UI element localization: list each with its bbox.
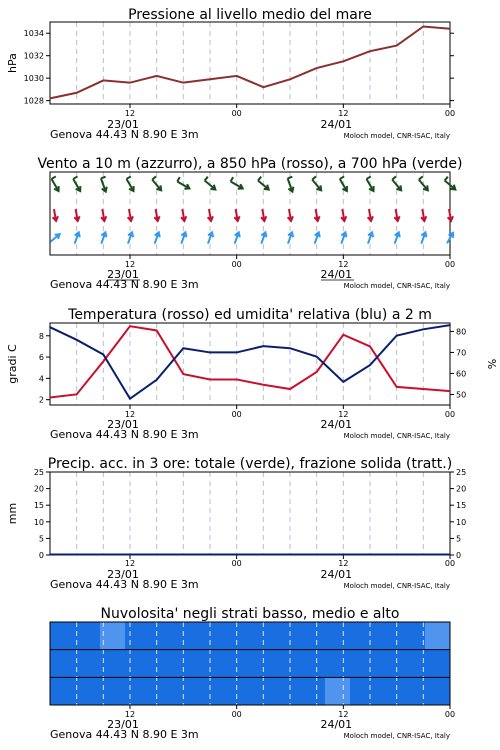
temperature-point xyxy=(289,388,291,390)
wind-arrow xyxy=(315,232,320,243)
pressure-point xyxy=(263,86,265,88)
temperature-point xyxy=(263,384,265,386)
y2-axis-label: % xyxy=(485,358,498,370)
wind-arrow xyxy=(75,232,80,243)
cloud-cell xyxy=(400,650,426,678)
x-tick-label: 12 xyxy=(338,410,349,419)
y-tick-label: 1032 xyxy=(23,51,44,61)
wind-barb xyxy=(127,176,131,179)
wind-arrow xyxy=(208,232,213,243)
y-tick-label: 0 xyxy=(38,551,44,560)
pressure-point xyxy=(49,98,51,100)
wind-barb xyxy=(419,176,423,179)
cloud-cell xyxy=(200,650,226,678)
x-tick-label: 00 xyxy=(444,559,456,568)
cloud-cell xyxy=(175,622,201,650)
humidity-point xyxy=(369,364,371,366)
pressure-point xyxy=(343,61,345,63)
y2-tick-label: 80 xyxy=(456,327,467,337)
y-tick-label: 15 xyxy=(33,501,44,511)
temperature-point xyxy=(209,379,211,381)
temperature-point xyxy=(103,361,105,363)
y-tick-label: 4 xyxy=(38,374,44,384)
plot-frame xyxy=(50,22,450,104)
cloud-cell xyxy=(175,650,201,678)
cloud-cell xyxy=(325,650,351,678)
cloud-cell xyxy=(325,677,351,705)
x-tick-label: 00 xyxy=(231,410,242,419)
humidity-point xyxy=(263,345,265,347)
wind-arrow xyxy=(101,232,106,243)
x-tick-label: 12 xyxy=(124,410,136,419)
pressure-point xyxy=(289,78,291,80)
cloud-cell xyxy=(225,622,251,650)
wind-barb xyxy=(231,177,234,181)
cloud-cell xyxy=(400,677,426,705)
x-tick-label: 12 xyxy=(124,710,136,719)
wind-arrow xyxy=(235,232,240,243)
x-tick-label: 00 xyxy=(444,260,456,269)
panel-title: Precip. acc. in 3 ore: totale (verde), frazione solida (tratt.) xyxy=(47,456,453,472)
x-tick-label: 12 xyxy=(124,109,136,118)
x-date-label: 24/01 xyxy=(320,268,353,281)
wind-arrow xyxy=(53,209,58,221)
wind-arrow xyxy=(127,176,134,191)
temperature-point xyxy=(316,371,318,373)
wind-arrow xyxy=(341,232,346,243)
wind-arrow xyxy=(73,176,80,191)
humidity-point xyxy=(289,347,291,349)
humidity-point xyxy=(423,329,425,331)
wind-arrow xyxy=(261,232,266,243)
cloud-cell xyxy=(50,622,76,650)
x-tick-label: 00 xyxy=(444,710,456,719)
y2-tick-label: 5 xyxy=(456,534,462,544)
cloud-cell xyxy=(200,677,226,705)
wind-arrow xyxy=(181,232,186,243)
pressure-point xyxy=(236,75,238,77)
temperature-point xyxy=(396,386,398,388)
y2-tick-label: 25 xyxy=(456,468,467,477)
cloud-cell xyxy=(150,622,176,650)
location-label: Genova 44.43 N 8.90 E 3m xyxy=(50,128,199,141)
wind-arrow xyxy=(52,176,59,191)
cloud-cell xyxy=(100,677,126,705)
model-label: Moloch model, CNR-ISAC, Italy xyxy=(343,732,450,740)
temperature-point xyxy=(423,388,425,390)
wind-barb xyxy=(340,176,344,179)
model-label: Moloch model, CNR-ISAC, Italy xyxy=(343,582,450,590)
humidity-point xyxy=(49,326,51,328)
location-label: Genova 44.43 N 8.90 E 3m xyxy=(50,578,199,591)
wind-arrow xyxy=(395,232,400,243)
temperature-point xyxy=(449,390,451,392)
wind-arrow xyxy=(340,176,347,191)
cloud-cell xyxy=(250,677,276,705)
humidity-point xyxy=(236,352,238,354)
x-date-label: 24/01 xyxy=(320,568,353,581)
cloud-cell xyxy=(50,677,76,705)
y2-tick-label: 0 xyxy=(456,551,462,560)
pressure-point xyxy=(183,82,185,84)
cloud-cell xyxy=(425,677,451,705)
y-tick-label: 1030 xyxy=(23,74,44,84)
pressure-point xyxy=(129,82,131,84)
humidity-point xyxy=(76,339,78,341)
x-tick-label: 00 xyxy=(231,109,242,118)
x-date-label: 23/01 xyxy=(107,568,139,581)
cloud-cell xyxy=(75,677,101,705)
model-label: Moloch model, CNR-ISAC, Italy xyxy=(343,282,450,290)
cloud-cell xyxy=(425,622,451,650)
x-date-label: 24/01 xyxy=(320,718,353,731)
cloud-cell xyxy=(400,622,426,650)
y-axis-label: mm xyxy=(6,502,19,525)
humidity-point xyxy=(209,352,211,354)
wind-barb xyxy=(312,176,316,179)
x-date-label: 23/01 xyxy=(107,268,139,281)
humidity-point xyxy=(449,324,451,326)
x-date-label: 23/01 xyxy=(107,718,139,731)
cloud-cell xyxy=(425,650,451,678)
y-tick-label: 5 xyxy=(38,534,44,544)
y-tick-label: 2 xyxy=(38,395,44,405)
cloud-cell xyxy=(150,677,176,705)
plot-frame xyxy=(50,172,450,255)
panel-title: Temperatura (rosso) ed umidita' relativa (blu) a 2 m xyxy=(68,307,432,323)
x-tick-label: 12 xyxy=(338,109,349,118)
wind-arrow xyxy=(128,232,133,243)
cloud-cell xyxy=(225,650,251,678)
temperature-point xyxy=(343,334,345,336)
panel-5 xyxy=(50,606,455,741)
y-tick-label: 20 xyxy=(33,484,44,494)
model-label: Moloch model, CNR-ISAC, Italy xyxy=(343,432,450,440)
y2-tick-label: 50 xyxy=(456,390,467,400)
cloud-cell xyxy=(200,622,226,650)
cloud-cell xyxy=(300,677,326,705)
cloud-cell xyxy=(125,677,151,705)
cloud-cell xyxy=(300,622,326,650)
pressure-point xyxy=(423,26,425,28)
y-tick-label: 1034 xyxy=(23,29,44,39)
cloud-cell xyxy=(275,677,301,705)
cloud-cell xyxy=(125,622,151,650)
cloud-cell xyxy=(150,650,176,678)
pressure-point xyxy=(156,75,158,77)
wind-barb xyxy=(152,176,156,179)
pressure-point xyxy=(76,92,78,94)
cloud-cell xyxy=(75,622,101,650)
x-tick-label: 00 xyxy=(231,559,242,568)
humidity-point xyxy=(183,347,185,349)
panel-title: Vento a 10 m (azzurro), a 850 hPa (rosso), a 700 hPa (verde) xyxy=(37,156,463,172)
pressure-point xyxy=(316,67,318,69)
wind-arrow xyxy=(155,232,160,243)
wind-barb xyxy=(52,176,56,179)
y2-tick-label: 20 xyxy=(456,484,467,494)
cloud-cell xyxy=(75,650,101,678)
cloud-cell xyxy=(225,677,251,705)
wind-barb xyxy=(205,177,208,181)
temperature-point xyxy=(236,379,238,381)
x-tick-label: 12 xyxy=(338,260,349,269)
cloud-cell xyxy=(325,622,351,650)
y-tick-label: 1028 xyxy=(23,96,44,106)
wind-arrow xyxy=(50,234,59,242)
wind-barb xyxy=(177,177,180,181)
x-tick-label: 12 xyxy=(124,260,136,269)
wind-arrow xyxy=(288,232,293,243)
cloud-cell xyxy=(275,650,301,678)
wind-barb xyxy=(288,177,293,179)
model-label: Moloch model, CNR-ISAC, Italy xyxy=(343,132,450,140)
wind-barb xyxy=(258,177,261,181)
x-tick-label: 12 xyxy=(338,559,349,568)
x-tick-label: 12 xyxy=(338,710,349,719)
cloud-cell xyxy=(350,677,376,705)
panel-1 xyxy=(6,7,455,141)
wind-arrow xyxy=(101,177,107,192)
humidity-point xyxy=(103,354,105,356)
x-tick-label: 00 xyxy=(231,260,242,269)
plot-frame xyxy=(50,472,450,555)
location-label: Genova 44.43 N 8.90 E 3m xyxy=(50,428,199,441)
x-tick-label: 00 xyxy=(444,410,456,419)
temperature-point xyxy=(129,325,131,327)
cloud-cell xyxy=(350,650,376,678)
cloud-cell xyxy=(50,650,76,678)
wind-arrow xyxy=(367,176,374,191)
x-date-label: 23/01 xyxy=(107,418,139,431)
x-tick-label: 12 xyxy=(124,559,136,568)
cloud-cell xyxy=(175,677,201,705)
y2-tick-label: 70 xyxy=(456,348,467,358)
panel-2 xyxy=(37,156,462,291)
temperature-point xyxy=(369,346,371,348)
pressure-point xyxy=(396,45,398,47)
panel-title: Nuvolosita' negli strati basso, medio e alto xyxy=(100,606,400,622)
x-date-label: 23/01 xyxy=(107,118,139,131)
y2-tick-label: 15 xyxy=(456,501,467,511)
panel-3 xyxy=(6,307,498,441)
location-label: Genova 44.43 N 8.90 E 3m xyxy=(50,278,199,291)
wind-arrow xyxy=(368,232,373,243)
humidity-point xyxy=(156,379,158,381)
humidity-line xyxy=(50,325,450,399)
panel-title: Pressione al livello medio del mare xyxy=(128,7,372,23)
y-tick-label: 25 xyxy=(33,468,44,477)
pressure-point xyxy=(449,28,451,30)
y-tick-label: 6 xyxy=(38,353,44,363)
cloud-cell xyxy=(250,622,276,650)
temperature-point xyxy=(183,373,185,375)
humidity-point xyxy=(343,381,345,383)
wind-barb xyxy=(367,176,371,179)
pressure-point xyxy=(103,80,105,82)
y2-tick-label: 60 xyxy=(456,369,467,379)
temperature-point xyxy=(156,330,158,332)
cloud-cell xyxy=(375,677,401,705)
temperature-point xyxy=(49,397,51,399)
cloud-cell xyxy=(350,622,376,650)
humidity-point xyxy=(129,398,131,400)
y2-tick-label: 10 xyxy=(456,517,467,527)
y-tick-label: 10 xyxy=(33,517,44,527)
wind-barb xyxy=(392,176,396,179)
x-date-label: 24/01 xyxy=(320,118,353,131)
y-tick-label: 8 xyxy=(38,331,44,341)
temperature-point xyxy=(76,394,78,396)
y-axis-label: gradi C xyxy=(6,344,19,384)
pressure-point xyxy=(209,78,211,80)
cloud-cell xyxy=(300,650,326,678)
humidity-point xyxy=(396,335,398,337)
x-tick-label: 00 xyxy=(231,710,242,719)
y-axis-label: hPa xyxy=(6,53,19,73)
location-label: Genova 44.43 N 8.90 E 3m xyxy=(50,728,199,741)
wind-arrow xyxy=(288,177,294,192)
wind-barb xyxy=(101,177,106,179)
x-date-label: 24/01 xyxy=(320,418,353,431)
temperature-line xyxy=(50,326,450,397)
cloud-cell xyxy=(125,650,151,678)
wind-arrow xyxy=(421,232,426,243)
panel-4 xyxy=(6,456,466,591)
x-tick-label: 00 xyxy=(444,109,456,118)
pressure-line xyxy=(50,26,450,98)
wind-barb xyxy=(73,176,77,179)
pressure-point xyxy=(369,50,371,52)
wind-barb xyxy=(445,177,448,181)
cloud-cell xyxy=(275,622,301,650)
humidity-point xyxy=(316,356,318,358)
cloud-cell xyxy=(250,650,276,678)
